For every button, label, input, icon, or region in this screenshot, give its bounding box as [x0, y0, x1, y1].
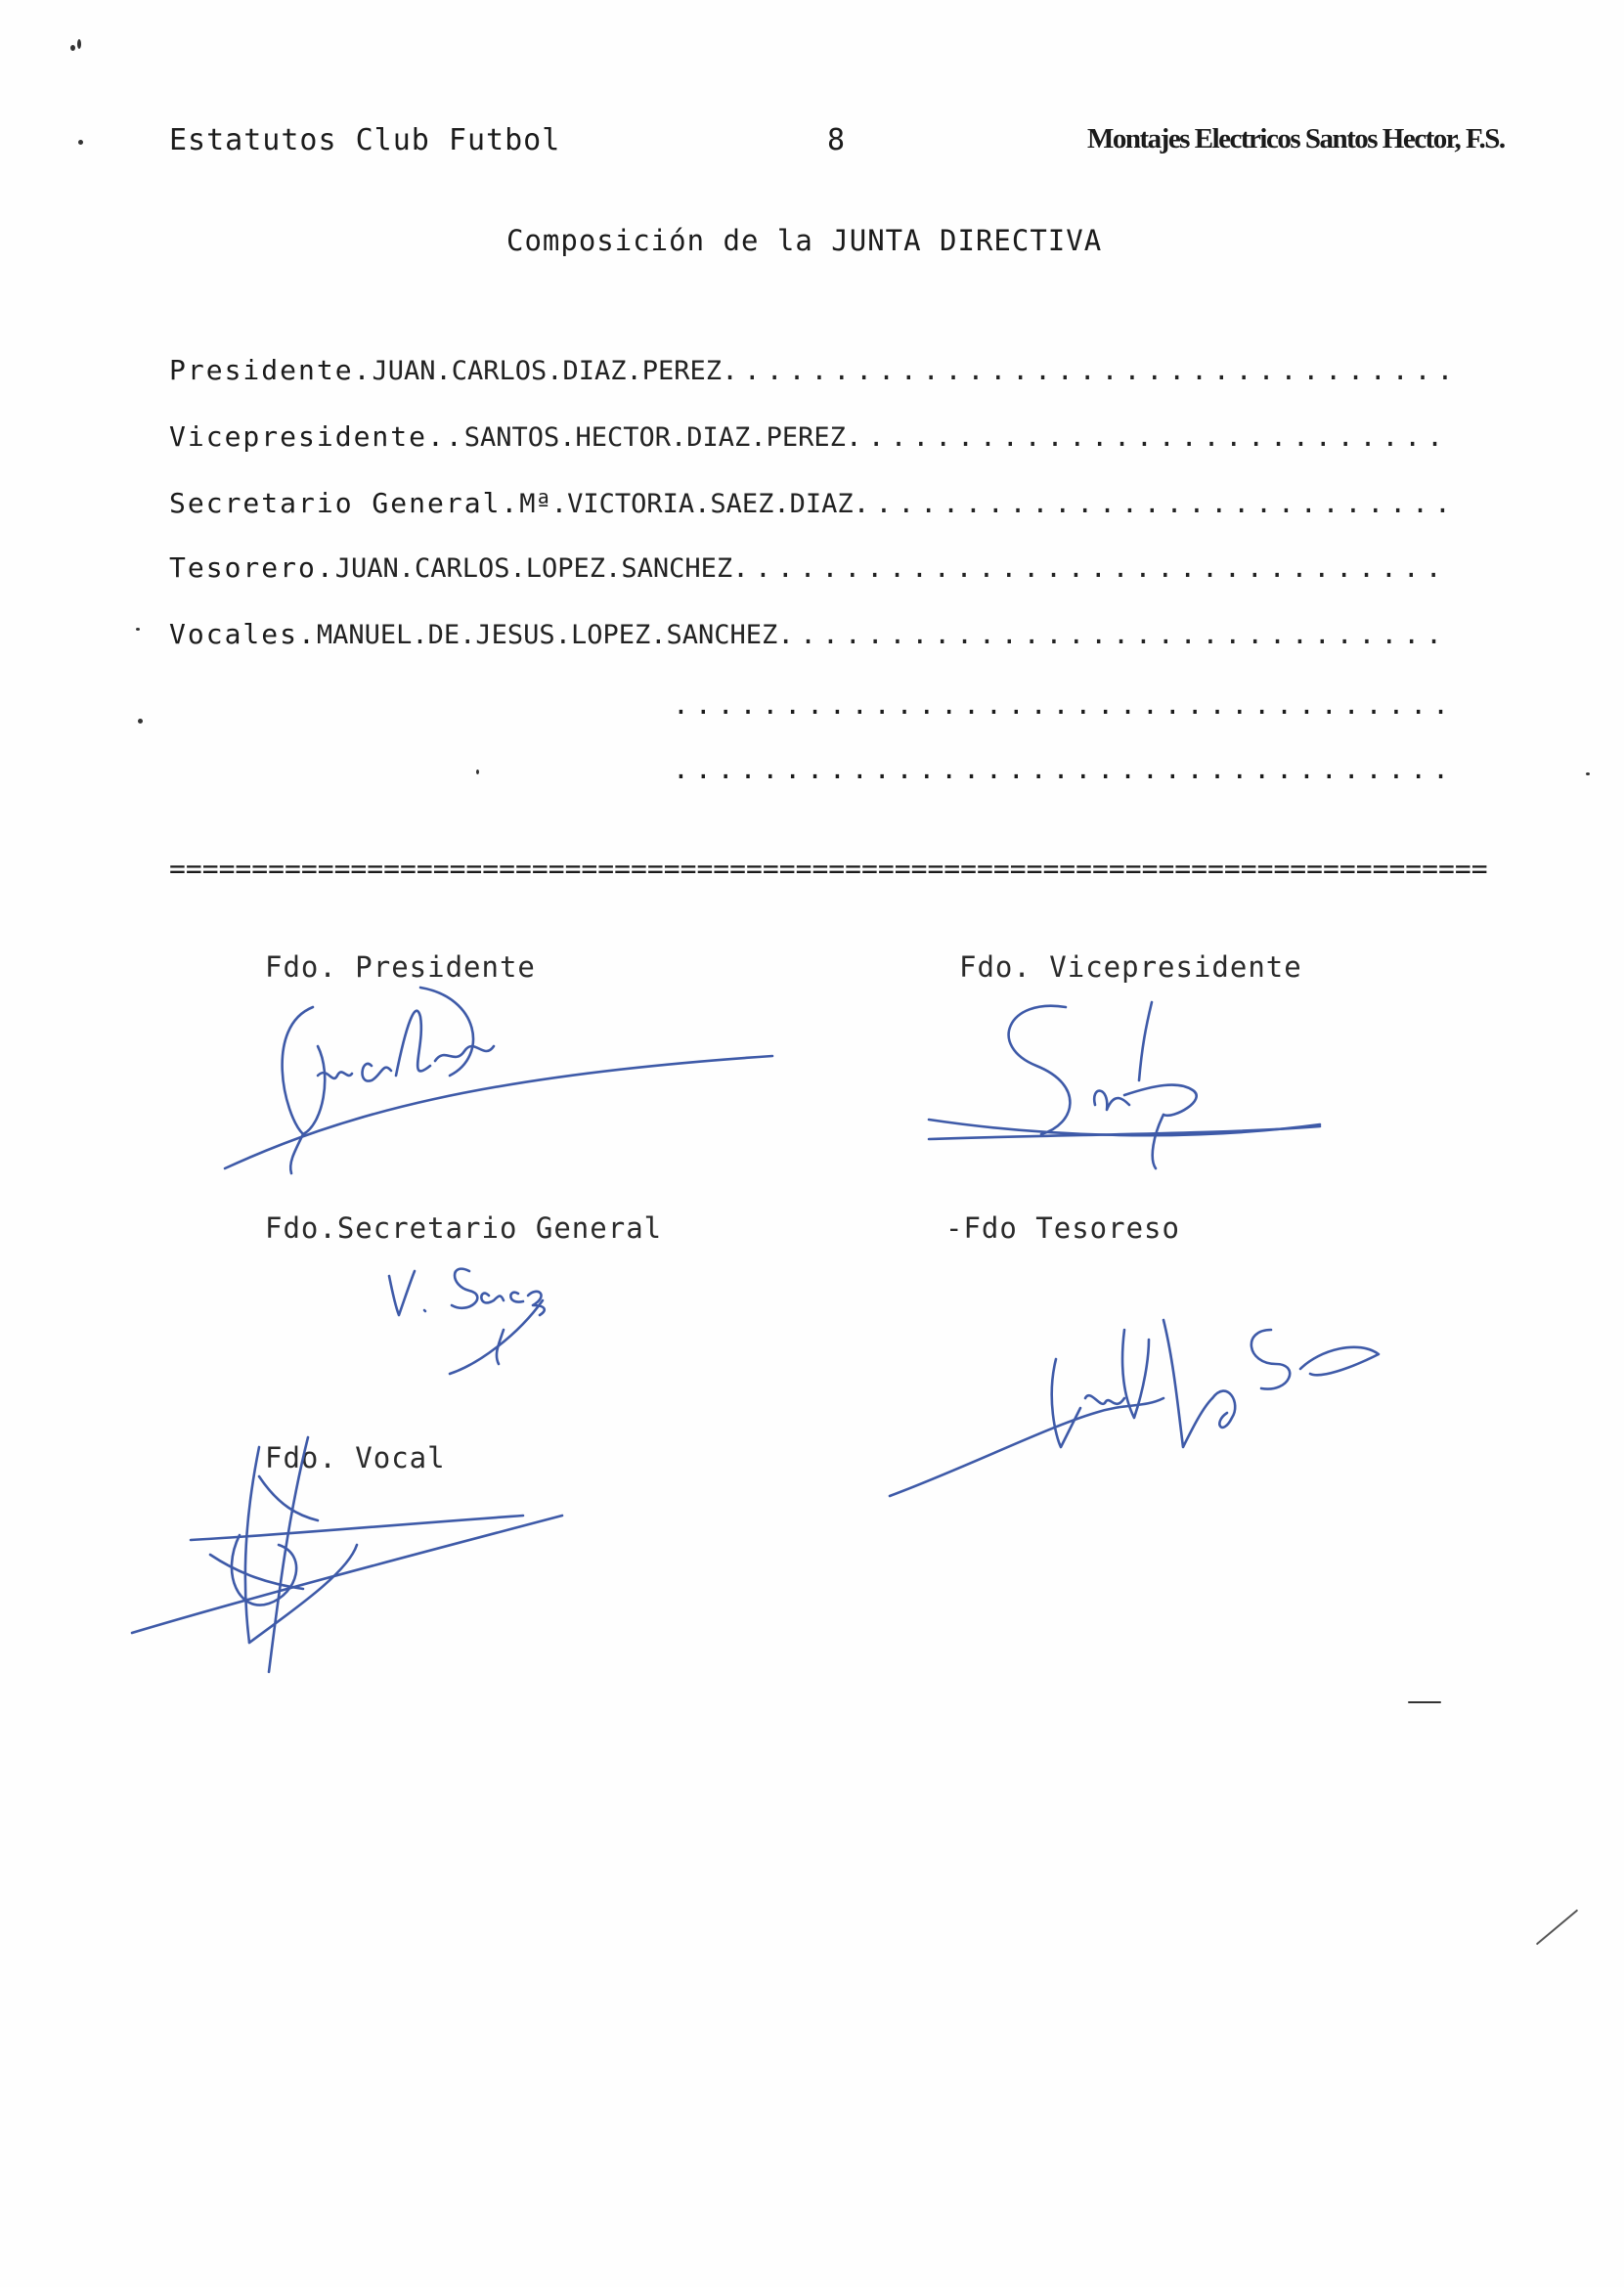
scan-speck — [70, 45, 75, 51]
board-row-value: Mª.VICTORIA.SAEZ.DIAZ — [519, 489, 854, 519]
signature-label-tesorero: -Fdo Tesoreso — [945, 1211, 1180, 1245]
dot-leader — [732, 551, 1450, 584]
board-row-label: Secretario General. — [169, 487, 520, 519]
board-row-label: Vicepresidente.. — [169, 420, 464, 453]
scan-speck — [1536, 1910, 1578, 1946]
board-row-value: JUAN.CARLOS.DIAZ.PEREZ — [372, 356, 723, 386]
board-row-presidente — [169, 354, 1450, 393]
board-row-value: MANUEL.DE.JESUS.LOPEZ.SANCHEZ — [316, 620, 778, 650]
page-number: 8 — [827, 123, 846, 157]
document-title: Composición de la JUNTA DIRECTIVA — [506, 224, 1103, 257]
dot-leader — [722, 354, 1450, 386]
dot-leader — [854, 487, 1450, 519]
signature-secretario-image — [372, 1256, 567, 1384]
scan-speck — [78, 140, 83, 145]
board-row-label: Tesorero. — [169, 551, 335, 584]
board-row-value: SANTOS.HECTOR.DIAZ.PEREZ — [463, 422, 846, 453]
scan-speck — [476, 770, 479, 774]
board-row-secretario — [169, 487, 1450, 526]
dot-leader — [846, 420, 1450, 453]
scan-speck — [1586, 772, 1590, 775]
signature-tesorero-image — [890, 1310, 1398, 1506]
board-row-label: Vocales. — [169, 618, 317, 650]
signature-vocal-image — [132, 1418, 572, 1682]
signature-presidente-image — [225, 968, 772, 1183]
signature-vicepresidente-image — [929, 988, 1339, 1183]
board-row-vocales — [169, 618, 1450, 657]
header-left-title: Estatutos Club Futbol — [169, 123, 561, 157]
blank-vocal-line — [673, 753, 1450, 792]
board-row-vicepresidente — [169, 420, 1450, 460]
dot-leader — [777, 618, 1450, 650]
board-row-value: JUAN.CARLOS.LOPEZ.SANCHEZ — [334, 553, 733, 584]
header-right-company: Montajes Electricos Santos Hector, F.S. — [1087, 123, 1505, 154]
signature-label-presidente: Fdo. Presidente — [265, 950, 536, 984]
signature-label-secretario: Fdo.Secretario General — [265, 1211, 663, 1245]
scan-speck — [1408, 1701, 1441, 1703]
separator-line — [169, 853, 1487, 888]
scan-speck — [136, 628, 140, 631]
scan-speck — [138, 719, 143, 724]
signature-label-vocal: Fdo. Vocal — [265, 1441, 446, 1474]
scan-speck — [77, 39, 81, 49]
board-row-tesorero — [169, 551, 1450, 591]
signature-label-vicepresidente: Fdo. Vicepresidente — [959, 950, 1302, 984]
blank-vocal-line — [673, 688, 1450, 727]
board-row-label: Presidente. — [169, 354, 373, 386]
